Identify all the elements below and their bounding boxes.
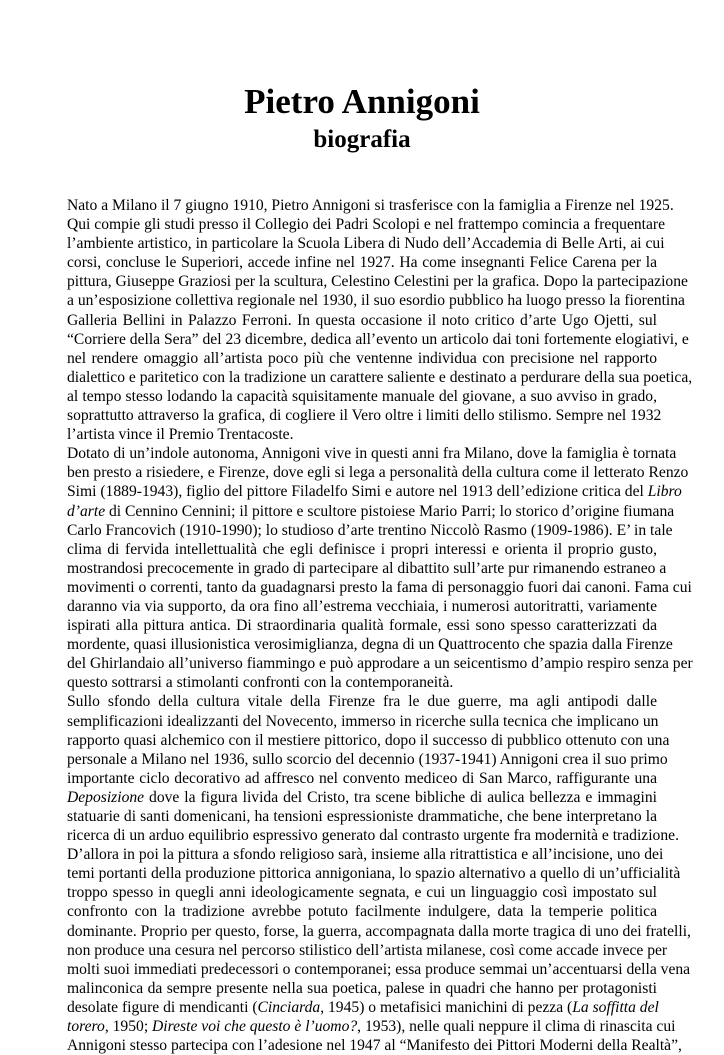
text-segment: desolate figure di mendicanti (: [67, 998, 258, 1016]
text-line: [67, 1017, 676, 1036]
italic-title: torero: [67, 1018, 105, 1036]
text-line: [67, 502, 675, 521]
text-line: [67, 330, 689, 349]
text-segment: nel rendere omaggio all’artista poco più che ventenne individua con precisione nel rapporto: [67, 349, 657, 367]
text-segment: Galleria Bellini in Palazzo Ferroni. In questa occasione il noto critico d’arte Ugo Ojetti, sul: [67, 311, 657, 329]
text-segment: “Corriere della Sera” del 23 dicembre, dedica all’evento un articolo dai toni fortemente elogiativi, e: [67, 330, 689, 348]
text-line: [67, 692, 657, 711]
text-segment: statuarie di santi domenicani, ha tensioni espressioniste drammatiche, che bene interpretano la: [67, 808, 657, 825]
text-line: [67, 845, 664, 864]
text-line: [67, 941, 668, 960]
text-segment: movimenti o correnti, tanto da guadagnarsi presto la fama di personaggio fuori dai canoni. Fama cui: [67, 578, 692, 596]
italic-title: La soffitta del: [572, 998, 659, 1016]
text-segment: Carlo Francovich (1910-1990); lo studioso d’arte trentino Niccolò Rasmo (1909-1986). E’ in tale: [67, 521, 673, 539]
text-line: [67, 463, 689, 482]
text-line: [67, 272, 688, 291]
text-segment: D’allora in poi la pittura a sfondo religioso sarà, insieme alla ritrattistica e all’incisione, uno dei: [67, 846, 664, 864]
text-segment: non produce una cesura nel percorso stilistico dell’artista milanese, così come accade invece per: [67, 941, 668, 959]
text-line: [67, 597, 657, 616]
italic-title: Direste voi che questo è l’uomo?: [152, 1018, 358, 1036]
text-segment: Sullo sfondo della cultura vitale della Firenze fra le due guerre, ma agli antipodi dalle: [67, 693, 657, 711]
text-line: [67, 559, 667, 578]
text-segment: Annigoni stesso partecipa con l’adesione nel 1947 al “Manifesto dei Pittori Moderni della Realtà”,: [67, 1037, 682, 1055]
text-segment: soprattutto attraverso la grafica, di cogliere il Vero oltre i limiti dello stilismo. Sempre nel 1932: [67, 407, 662, 425]
text-line: [67, 979, 657, 998]
text-line: [67, 444, 677, 463]
text-segment: di Cennino Cennini; il pittore e scultore pistoiese Mario Parri; lo storico d’origine fiumana: [105, 502, 675, 520]
text-segment: confronto con la tradizione avrebbe potuto facilmente indulgere, data la temperie politica: [67, 903, 657, 921]
text-line: [67, 998, 657, 1017]
text-segment: importante ciclo decorativo ad affresco nel convento mediceo di San Marco, raffigurante una: [67, 769, 657, 787]
text-segment: dove la figura livida del Cristo, tra scene bibliche di aulica bellezza e immagini: [144, 788, 657, 806]
text-line: [67, 196, 674, 215]
text-segment: semplificazioni idealizzanti del Novecento, immerso in ricerche sulla tecnica che implicano un: [67, 712, 659, 730]
text-segment: dominante. Proprio per questo, forse, la guerra, accompagnata dalla morte tragica di uno dei fratelli,: [67, 922, 691, 940]
text-segment: , 1953), nelle quali neppure il clima di rinascita cui: [357, 1018, 676, 1036]
text-segment: clima di fervida intellettualità che egli definisce i propri interessi e orienta il proprio gusto,: [67, 540, 657, 558]
text-line: [67, 291, 685, 310]
text-segment: personale a Milano nel 1936, sullo scorcio del decennio (1937-1941) Annigoni crea il suo primo: [67, 750, 668, 768]
text-line: [67, 521, 673, 540]
text-segment: l’artista vince il Premio Trentacoste.: [67, 426, 294, 444]
text-line: [67, 406, 662, 425]
text-segment: a un’esposizione collettiva regionale nel 1930, il suo esordio pubblico ha luogo presso la fiorentina: [67, 292, 685, 310]
text-line: [67, 311, 657, 330]
text-line: [67, 540, 657, 559]
text-line: [67, 826, 679, 845]
text-line: [67, 616, 657, 635]
text-line: [67, 788, 657, 807]
text-segment: Dotato di un’indole autonoma, Annigoni vive in questi anni fra Milano, dove la famiglia è tornata: [67, 445, 677, 463]
italic-title: Cinciarda: [257, 998, 321, 1016]
text-segment: Qui compie gli studi presso il Collegio dei Padri Scolopi e nel frattempo comincia a frequentare: [67, 216, 666, 234]
text-segment: pittura, Giuseppe Graziosi per la scultura, Celestino Celestini per la grafica. Dopo la partecipazione: [67, 273, 688, 291]
text-line: [67, 387, 657, 406]
text-line: [67, 368, 693, 387]
text-line: [67, 482, 682, 501]
text-segment: ben presto a risiedere, e Firenze, dove egli si lega a personalità della cultura come il letterato Renzo: [67, 464, 689, 482]
text-segment: , 1950;: [104, 1018, 153, 1036]
text-segment: malinconica da sempre presente nella sua poetica, palese in quadri che hanno per protagonisti: [67, 979, 657, 997]
text-segment: corsi, concluse le Superiori, accede infine nel 1927. Ha come insegnanti Felice Carena per la: [67, 254, 657, 272]
paragraph: [67, 444, 693, 692]
text-segment: ricerca di un arduo equilibrio espressivo generato dal contrasto urgente fra modernità e tradizione.: [67, 827, 679, 845]
text-line: [67, 807, 657, 826]
text-segment: ispirati alla pittura antica. Di straordinaria qualità formale, essi sono spesso caratterizzati da: [67, 617, 657, 635]
text-line: [67, 578, 692, 597]
document-subtitle: biografia: [313, 126, 411, 153]
document-title: Pietro Annigoni: [244, 82, 480, 121]
text-segment: Nato a Milano il 7 giugno 1910, Pietro Annigoni si trasferisce con la famiglia a Firenze nel 1925.: [67, 197, 674, 214]
text-segment: del Ghirlandaio all’universo fiammingo e può approdare a un seicentismo d’ampio respiro senza per: [67, 655, 693, 673]
text-line: [67, 902, 657, 921]
text-line: [67, 769, 657, 788]
text-line: [67, 654, 693, 673]
text-line: [67, 883, 657, 902]
text-line: [67, 712, 657, 731]
text-line: [67, 750, 668, 769]
text-line: [67, 864, 681, 883]
text-segment: al tempo stesso lodando la capacità squisitamente manuale del giovane, a suo avviso in grado,: [67, 387, 657, 405]
text-line: [67, 234, 665, 253]
text-line: [67, 349, 657, 368]
text-line: [67, 731, 670, 750]
italic-title: Deposizione: [67, 788, 145, 806]
biography-text: [67, 196, 693, 1055]
text-line: [67, 1036, 682, 1055]
text-line: [67, 922, 691, 941]
text-line: [67, 425, 657, 444]
text-segment: molti suoi immediati predecessori o contemporanei; essa produce semmai un’accentuarsi della vena: [67, 960, 691, 978]
text-segment: dialettico e paritetico con la tradizione un carattere saliente e destinato a perdurare della sua poetica,: [67, 368, 693, 386]
italic-title: Libro: [647, 483, 682, 501]
text-segment: Simi (1889-1943), figlio del pittore Filadelfo Simi e autore nel 1913 dell’edizione critica del: [67, 483, 648, 501]
text-segment: daranno via via supporto, da ora fino all’estrema vecchiaia, i numerosi autoritratti, variamente: [67, 597, 657, 615]
text-segment: mordente, quasi illusionistica verosimiglianza, degna di un Quattrocento che spazia dalla Firenze: [67, 636, 673, 654]
text-line: [67, 635, 673, 654]
text-line: [67, 673, 657, 692]
text-line: [67, 253, 657, 272]
text-segment: troppo spesso in quegli anni ideologicamente segnata, e cui un linguaggio così impostato sul: [67, 884, 657, 902]
text-segment: rapporto quasi alchemico con il mestiere pittorico, dopo il successo di pubblico ottenuto con una: [67, 731, 670, 749]
text-line: [67, 960, 691, 979]
paragraph: [67, 692, 691, 1055]
text-segment: l’ambiente artistico, in particolare la Scuola Libera di Nudo dell’Accademia di Belle Arti, ai cui: [67, 235, 665, 253]
text-segment: temi portanti della produzione pittorica annigoniana, lo spazio alternativo a quello di un’ufficialità: [67, 865, 681, 883]
italic-title: d’arte: [67, 502, 106, 520]
text-segment: mostrandosi precocemente in grado di partecipare al dibattito sull’arte pur rimanendo estraneo a: [67, 559, 667, 577]
text-line: [67, 215, 666, 234]
text-segment: questo sottrarsi a stimolanti confronti con la contemporaneità.: [67, 674, 454, 692]
paragraph: [67, 196, 693, 444]
text-segment: , 1945) o metafisici manichini di pezza (: [320, 998, 573, 1016]
